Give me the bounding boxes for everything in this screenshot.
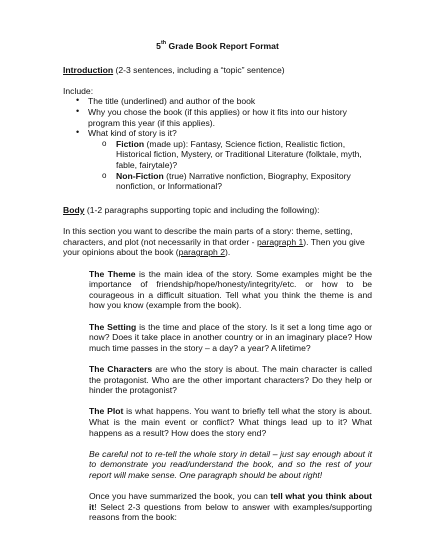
characters-label: The Characters	[89, 364, 153, 375]
nonfiction-label: Non-Fiction	[116, 170, 164, 181]
body-heading: Body	[63, 204, 85, 215]
page-title	[63, 0, 372, 52]
body-intro-text-b: ). Then you give your opinions about the book (	[63, 236, 365, 258]
plot-text: is what happens. You want to briefly tell what the story is about. What is the main event or conflict? What things lead up to it? What happens as a result? How does the story end?	[89, 406, 372, 438]
characters-text: are who the story is about. The main character is called the protagonist. Who are the other important characters? Do they help or hinder the protagonist?	[89, 364, 372, 396]
body-intro-paragraph	[63, 226, 372, 258]
title-superscript: th	[160, 40, 167, 47]
kind-fiction	[102, 139, 372, 171]
summary-paragraph	[63, 491, 372, 523]
include-item-kind	[76, 128, 372, 192]
body-heading-line	[63, 205, 372, 216]
include-list	[63, 96, 372, 191]
caution-paragraph: Be careful not to re-tell the whole story in detail – just say enough about it to demonstrate you read/understand the book, and so the rest of your report will make sense. One paragraph should be about right!	[89, 448, 372, 480]
theme-text: is the main idea of the story. Some examples might be the importance of friendship/hope/honesty/integrity/etc. or how to be courageous in a difficult situation. Tell what you think the theme is and how you know (example from the book).	[89, 268, 372, 311]
kind-sublist	[88, 139, 372, 192]
plot-label: The Plot	[89, 406, 124, 417]
nonfiction-text: (true) Narrative nonfiction, Biography, Expository nonfiction, or Informational?	[116, 170, 351, 192]
fiction-text: (made up): Fantasy, Science fiction, Realistic fiction, Historical fiction, Mystery, or Traditional Literature (folktale, myth, fable, fairytale)?	[116, 138, 362, 170]
summary-emphasis: tell what you think about it	[89, 491, 372, 512]
intro-heading-line	[63, 65, 372, 76]
body-intro-text-c: ).	[224, 247, 231, 258]
fiction-label: Fiction	[116, 138, 145, 149]
body-heading-note: (1-2 paragraphs supporting topic and including the following):	[84, 204, 320, 215]
summary-text-b: ! Select 2-3 questions from below to answer with examples/supporting reasons from the book:	[89, 501, 372, 523]
theme-label: The Theme	[89, 268, 136, 279]
kind-nonfiction	[102, 171, 372, 192]
characters-paragraph	[63, 364, 372, 396]
summary-text-a: Once you have summarized the book, you can	[89, 491, 271, 502]
intro-heading: Introduction	[63, 64, 114, 75]
setting-label: The Setting	[89, 321, 137, 332]
include-label: Include:	[63, 85, 94, 96]
paragraph-2-ref: paragraph 2	[178, 247, 225, 258]
setting-text: is the time and place of the story. Is it set a long time ago or now? Does it take place in another country or in an imaginary place? How much time passes in the story – a day? a year? A lifetime?	[89, 321, 372, 353]
intro-heading-note: (2-3 sentences, including a “topic” sentence)	[113, 64, 285, 75]
body-intro-text-a: In this section you want to describe the main parts of a story: theme, setting, characters, and plot (not necessarily in that order -	[63, 225, 353, 247]
kind-question: What kind of story is it?	[88, 128, 177, 139]
paragraph-1-ref: paragraph 1	[256, 236, 304, 247]
include-item-why: • Why you chose the book (if this applies) or how it fits into our history program this year (if this applies).	[76, 107, 372, 128]
setting-paragraph	[63, 322, 372, 354]
title-number: 5	[156, 41, 161, 51]
title-text: Grade Book Report Format	[166, 41, 279, 51]
theme-paragraph	[63, 269, 372, 311]
include-item-title: • The title (underlined) and author of the book	[76, 96, 372, 107]
plot-paragraph	[63, 406, 372, 438]
